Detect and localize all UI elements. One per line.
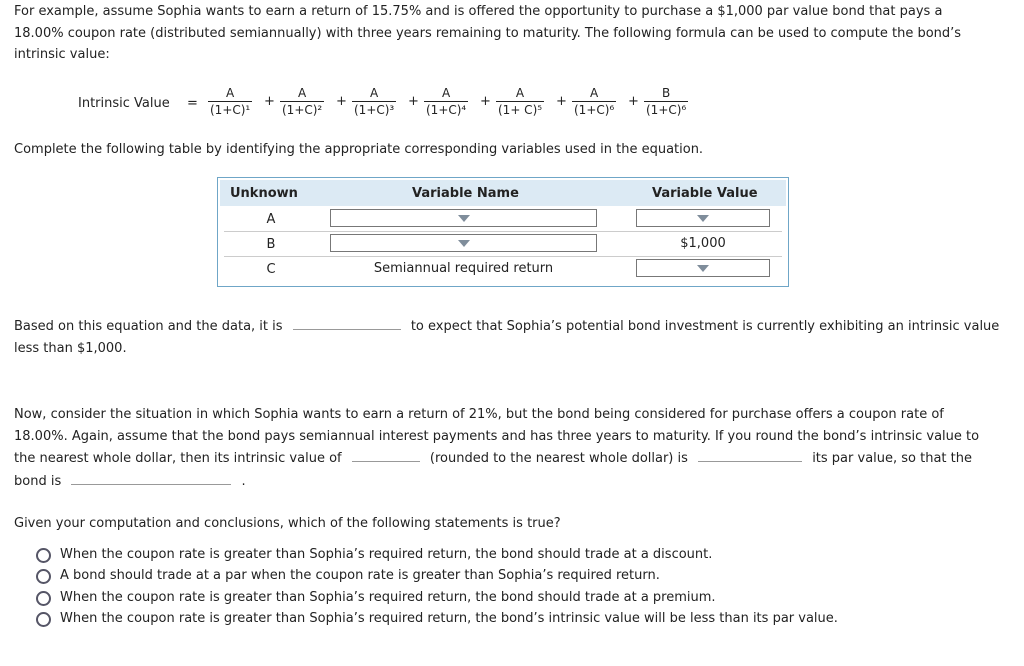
variables-table (217, 177, 789, 287)
formula-plus: + (264, 94, 275, 109)
formula-plus: + (336, 94, 347, 109)
radio-button[interactable] (36, 569, 51, 584)
variable-value-dropdown-a[interactable] (636, 209, 770, 227)
based-text: less than $1,000. (14, 340, 127, 356)
chevron-down-icon (697, 265, 709, 272)
unknown-cell: A (266, 212, 276, 227)
scenario-text: . (241, 473, 246, 489)
likelihood-blank[interactable] (293, 315, 401, 330)
option-label: When the coupon rate is greater than Sophia’s required return, the bond should trade at a discount. (60, 547, 713, 562)
intro-paragraph (14, 1, 1004, 66)
unknown-cell: B (266, 237, 276, 252)
table-row (224, 207, 782, 232)
scenario-line: 18.00%. Again, assume that the bond pays semiannual interest payments and has three years to maturity. If you round the bond’s intrinsic value to (14, 428, 980, 444)
based-text: Based on this equation and the data, it is (14, 319, 283, 334)
scenario-text: its par value, so that the (812, 451, 972, 466)
formula-term: $\frac{A}{\text{(1+C)⁴}}$ (426, 86, 467, 117)
table-row (224, 257, 782, 281)
question-text: Given your computation and conclusions, which of the following statements is true? (14, 516, 561, 531)
intrinsic-value-blank[interactable] (352, 447, 420, 462)
formula-label: Intrinsic Value (78, 96, 170, 111)
formula-plus: + (628, 94, 639, 109)
based-paragraph (14, 315, 1004, 359)
intrinsic-value-formula (78, 85, 758, 121)
header-variable-name: Variable Name (412, 186, 519, 201)
header-unknown: Unknown (230, 186, 298, 201)
unknown-cell: C (266, 262, 276, 277)
formula-term: $\frac{A}{\text{(1+C)²}}$ (282, 86, 323, 117)
scenario-text: the nearest whole dollar, then its intrinsic value of (14, 451, 342, 466)
radio-button[interactable] (36, 548, 51, 563)
comparison-blank[interactable] (698, 447, 802, 462)
variable-name-dropdown-b[interactable] (330, 234, 597, 252)
intro-line: intrinsic value: (14, 47, 110, 62)
formula-plus: + (556, 94, 567, 109)
formula-equals: = (187, 96, 198, 111)
intro-line: For example, assume Sophia wants to earn a return of 15.75% and is offered the opportunity to purchase a $1,000 par value bond that pays a (14, 4, 943, 19)
table-header (220, 180, 786, 206)
scenario-line: Now, consider the situation in which Sophia wants to earn a return of 21%, but the bond being considered for purchase offers a coupon rate of (14, 407, 944, 422)
chevron-down-icon (458, 240, 470, 247)
option-label: A bond should trade at a par when the coupon rate is greater than Sophia’s required return. (60, 568, 660, 583)
scenario-text: (rounded to the nearest whole dollar) is (429, 451, 688, 466)
formula-term: $\frac{A}{\text{(1+C)¹}}$ (210, 86, 251, 117)
chevron-down-icon (458, 215, 470, 222)
table-instructions: Complete the following table by identifying the appropriate corresponding variables used in the equation. (14, 142, 704, 157)
formula-plus: + (408, 94, 419, 109)
variable-value-cell: $1,000 (680, 236, 726, 251)
radio-button[interactable] (36, 612, 51, 627)
variable-value-dropdown-c[interactable] (636, 259, 770, 277)
formula-plus: + (480, 94, 491, 109)
option-label: When the coupon rate is greater than Sophia’s required return, the bond should trade at a premium. (60, 590, 716, 605)
formula-term: $\frac{A}{\text{(1+C)³}}$ (354, 86, 395, 117)
formula-term: $\frac{B}{\text{(1+C)⁶}}$ (646, 86, 687, 117)
option-label: When the coupon rate is greater than Sophia’s required return, the bond’s intrinsic value will be less than its par value. (60, 611, 838, 626)
variable-name-dropdown-a[interactable] (330, 209, 597, 227)
header-variable-value: Variable Value (652, 186, 758, 201)
bond-status-blank[interactable] (71, 470, 231, 485)
intro-line: 18.00% coupon rate (distributed semiannually) with three years remaining to maturity. The following formula can be used to compute the bond’s (14, 25, 962, 41)
variable-name-cell: Semiannual required return (373, 261, 554, 276)
table-row (224, 232, 782, 257)
based-text: to expect that Sophia’s potential bond investment is currently exhibiting an intrinsic value (410, 319, 1000, 334)
formula-term: $\frac{A}{\text{(1+C)⁶}}$ (574, 86, 615, 117)
formula-term: $\frac{A}{\text{(1+ C)⁵}}$ (498, 86, 543, 117)
chevron-down-icon (697, 215, 709, 222)
scenario-paragraph (14, 404, 1004, 492)
scenario-text: bond is (14, 473, 62, 489)
radio-button[interactable] (36, 591, 51, 606)
